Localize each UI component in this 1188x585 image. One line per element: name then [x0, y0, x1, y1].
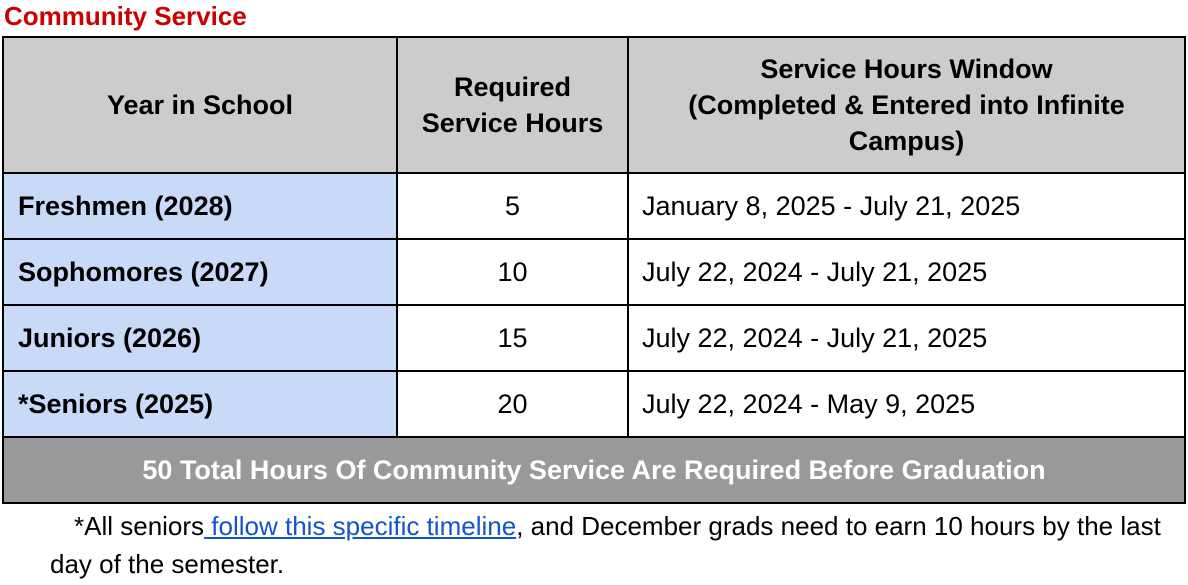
- community-service-table: [2, 36, 1186, 504]
- hours-cell: 5: [397, 173, 628, 239]
- header-window-line2: (Completed & Entered into Infinite: [688, 90, 1125, 120]
- table-header-row: [3, 37, 1185, 173]
- total-row: [3, 437, 1185, 503]
- year-cell: *Seniors (2025): [3, 371, 397, 437]
- hours-cell: 20: [397, 371, 628, 437]
- table-row: [3, 371, 1185, 437]
- header-window-line3: Campus): [848, 126, 965, 156]
- header-required-hours: [397, 37, 628, 173]
- hours-cell: 15: [397, 305, 628, 371]
- hours-cell: 10: [397, 239, 628, 305]
- table-row: [3, 239, 1185, 305]
- header-hours-line1: Required: [453, 72, 572, 102]
- timeline-link[interactable]: follow this specific timeline: [204, 511, 517, 541]
- window-cell: July 22, 2024 - July 21, 2025: [628, 239, 1185, 305]
- year-cell: Sophomores (2027): [3, 239, 397, 305]
- year-cell: Freshmen (2028): [3, 173, 397, 239]
- header-hours-line2: Service Hours: [421, 108, 604, 138]
- header-year-label: Year in School: [106, 90, 294, 120]
- table-row: [3, 305, 1185, 371]
- window-cell: July 22, 2024 - July 21, 2025: [628, 305, 1185, 371]
- table-row: [3, 173, 1185, 239]
- header-year-in-school: [3, 37, 397, 173]
- window-cell: January 8, 2025 - July 21, 2025: [628, 173, 1185, 239]
- header-window-line1: Service Hours Window: [760, 54, 1053, 84]
- year-cell: Juniors (2026): [3, 305, 397, 371]
- seniors-footnote: [50, 507, 1170, 583]
- footnote-prefix: *All seniors: [74, 511, 205, 541]
- window-cell: July 22, 2024 - May 9, 2025: [628, 371, 1185, 437]
- total-hours-banner: 50 Total Hours Of Community Service Are Required Before Graduation: [3, 437, 1185, 503]
- footnote-suffix: , and December grads need to earn 10 hours by the last day of the semester.: [50, 511, 1161, 579]
- section-title: Community Service: [4, 1, 247, 31]
- header-service-window: [628, 37, 1185, 173]
